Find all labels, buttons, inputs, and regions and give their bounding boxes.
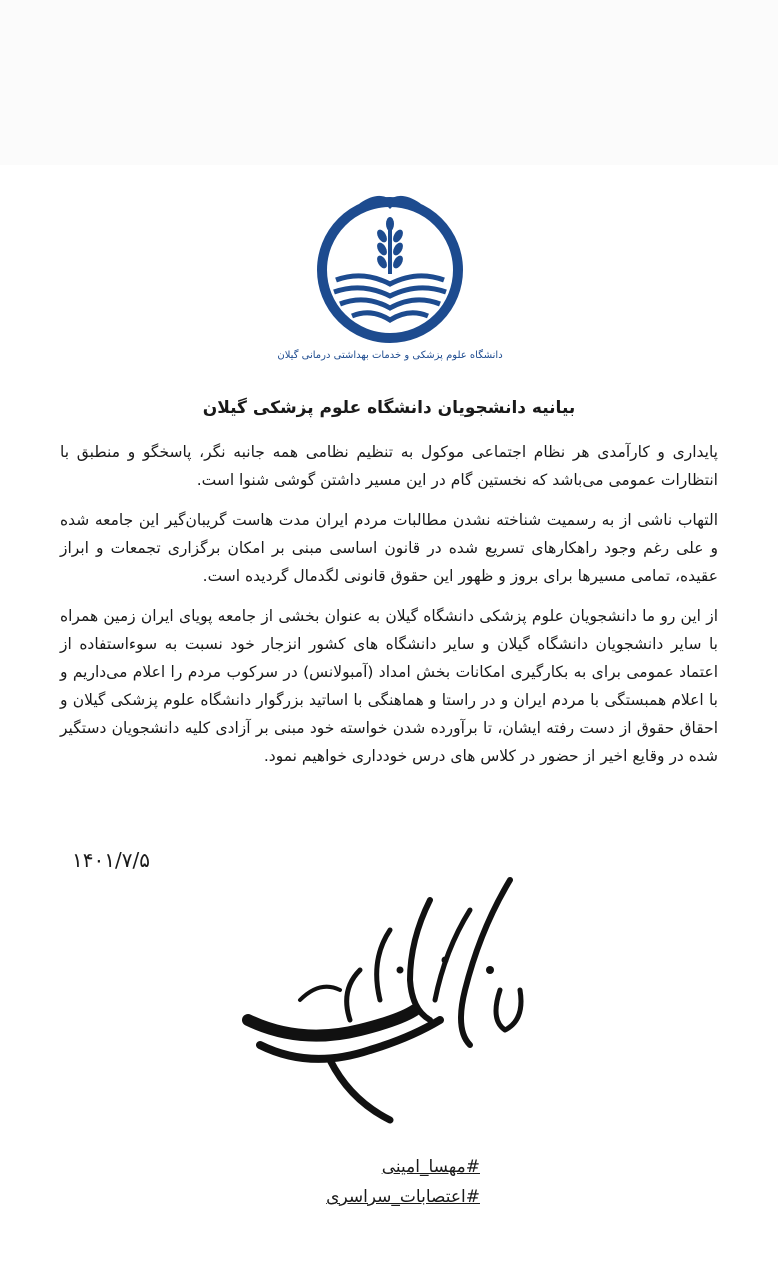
university-logo xyxy=(277,192,503,372)
hashtag-2[interactable]: #اعتصابات_سراسری xyxy=(326,1187,480,1207)
logo-caption: دانشگاه علوم پزشکی و خدمات بهداشتی درمانی گیلان xyxy=(277,350,503,361)
hashtags xyxy=(260,1152,480,1212)
university-logo-icon xyxy=(277,192,503,372)
top-blank-band xyxy=(0,0,778,165)
calligraphy-slogan xyxy=(240,870,540,1150)
hashtag-1[interactable]: #مهسا_امینی xyxy=(381,1157,480,1177)
paragraph-2: التهاب ناشی از به رسمیت شناخته نشدن مطالبات مردم ایران مدت هاست گریبان‌گیر این جامعه شده و علی رغم وجود راهکارهای تسریع شده در قانون اساسی مبنی بر امکان برگزاری تجمعات و ابراز عقیده، تمامی مسیرها برای بروز و ظهور این حقوق قانونی لگدمال گردیده است. xyxy=(60,511,718,585)
statement-title: بیانیه دانشجویان دانشگاه علوم پزشکی گیلان xyxy=(202,398,576,418)
paragraph-1: پایداری و کارآمدی هر نظام اجتماعی موکول به تنظیم نظامی همه جانبه نگر، پاسخگو و منطبق با انتظارات عمومی می‌باشد که نخستین گام در این مسیر داشتن گوشی شنوا است. xyxy=(60,443,718,489)
paragraph-3: از این رو ما دانشجویان علوم پزشکی دانشگاه گیلان به عنوان بخشی از جامعه پویای ایران زمین همراه با سایر دانشجویان دانشگاه گیلان و سایر دانشگاه های کشور انزجار خود نسبت به سوءاستفاده از اعتماد عمومی برای به بکارگیری امکانات بخش امداد (آمبولانس) در سرکوب مردم را اعلام می‌داریم و با اعلام همبستگی با مردم ایران و در راستا و هماهنگی با اساتید بزرگوار دانشگاه علوم پزشکی گیلان و احقاق حقوق از دست رفته ایشان، تا برآورده شدن خواسته خود مبنی بر آزادی کلیه دانشجویان دستگیر شده در وقایع اخیر از حضور در کلاس های درس خودداری خواهیم نمود. xyxy=(60,607,718,765)
statement-date: ۱۴۰۱/۷/۵ xyxy=(72,848,150,872)
slogan-text: زن زندگی آزادی xyxy=(386,1142,394,1143)
calligraphy-icon xyxy=(240,870,540,1150)
statement-body xyxy=(60,438,718,782)
